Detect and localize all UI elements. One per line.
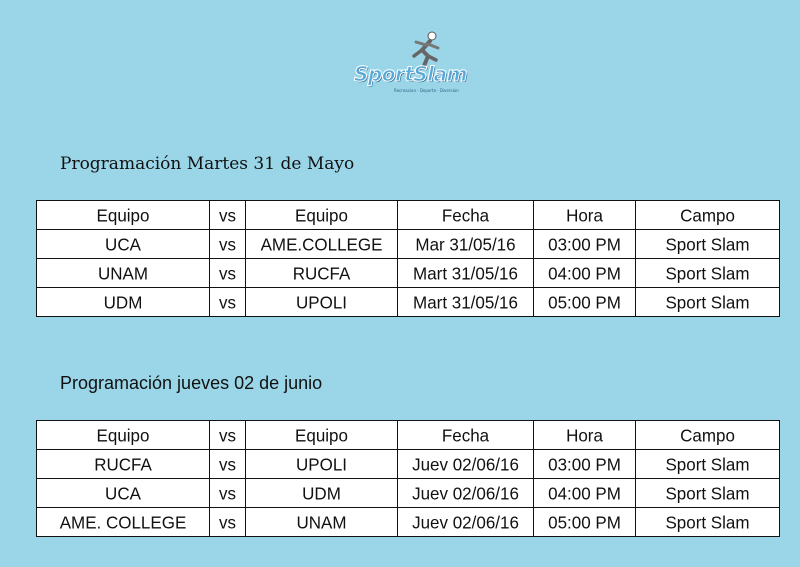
header-cell: vs [210, 200, 246, 230]
team-home-cell: RUCFA [37, 449, 210, 479]
field-cell: Sport Slam [636, 507, 780, 537]
time-cell: 03:00 PM [534, 449, 636, 479]
vs-cell: vs [210, 478, 246, 508]
logo-text: SportSlam [354, 62, 467, 86]
field-cell: Sport Slam [636, 449, 780, 479]
team-home-cell: UCA [37, 229, 210, 259]
date-cell: Mar 31/05/16 [398, 229, 534, 259]
vs-cell: vs [210, 229, 246, 259]
field-cell: Sport Slam [636, 287, 780, 317]
field-cell: Sport Slam [636, 258, 780, 288]
logo-tagline: Recreacion · Deporte · Diversion [394, 88, 459, 93]
team-home-cell: UCA [37, 478, 210, 508]
header-cell: Campo [636, 420, 780, 450]
vs-cell: vs [210, 258, 246, 288]
header-cell: Equipo [246, 420, 398, 450]
table-header-row [37, 201, 780, 230]
table-row [37, 508, 780, 537]
date-cell: Mart 31/05/16 [398, 258, 534, 288]
table-row [37, 259, 780, 288]
table-row [37, 450, 780, 479]
team-away-cell: UDM [246, 478, 398, 508]
header-cell: Hora [534, 200, 636, 230]
date-cell: Juev 02/06/16 [398, 478, 534, 508]
date-cell: Juev 02/06/16 [398, 449, 534, 479]
time-cell: 04:00 PM [534, 258, 636, 288]
header-cell: Campo [636, 200, 780, 230]
header-cell: Equipo [37, 420, 210, 450]
team-away-cell: UNAM [246, 507, 398, 537]
schedule-title-1: Programación Martes 31 de Mayo [60, 154, 355, 174]
team-away-cell: UPOLI [246, 287, 398, 317]
field-cell: Sport Slam [636, 478, 780, 508]
schedule-table-1 [36, 200, 780, 317]
table-row [37, 230, 780, 259]
team-away-cell: UPOLI [246, 449, 398, 479]
team-away-cell: AME.COLLEGE [246, 229, 398, 259]
time-cell: 03:00 PM [534, 229, 636, 259]
team-away-cell: RUCFA [246, 258, 398, 288]
header-cell: Equipo [246, 200, 398, 230]
date-cell: Juev 02/06/16 [398, 507, 534, 537]
header-cell: Equipo [37, 200, 210, 230]
time-cell: 04:00 PM [534, 478, 636, 508]
schedule-table-2 [36, 420, 780, 537]
time-cell: 05:00 PM [534, 507, 636, 537]
table-header-row [37, 421, 780, 450]
vs-cell: vs [210, 287, 246, 317]
table-row [37, 479, 780, 508]
header-cell: Hora [534, 420, 636, 450]
team-home-cell: UDM [37, 287, 210, 317]
time-cell: 05:00 PM [534, 287, 636, 317]
header-cell: vs [210, 420, 246, 450]
date-cell: Mart 31/05/16 [398, 287, 534, 317]
vs-cell: vs [210, 507, 246, 537]
header-cell: Fecha [398, 420, 534, 450]
sport-slam-logo [350, 30, 470, 100]
team-home-cell: UNAM [37, 258, 210, 288]
team-home-cell: AME. COLLEGE [37, 507, 210, 537]
vs-cell: vs [210, 449, 246, 479]
field-cell: Sport Slam [636, 229, 780, 259]
schedule-title-2: Programación jueves 02 de junio [60, 373, 323, 393]
table-row [37, 288, 780, 317]
header-cell: Fecha [398, 200, 534, 230]
